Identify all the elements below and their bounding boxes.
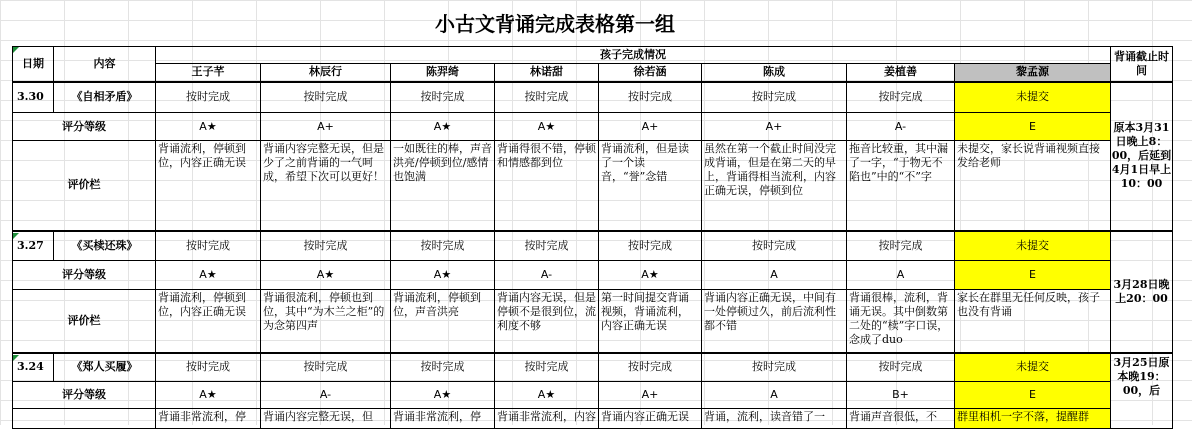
grade-cell: A+ — [261, 113, 391, 141]
header-deadline: 背诵截止时间 — [1111, 47, 1173, 82]
status-cell: 按时完成 — [261, 231, 391, 261]
student-name: 陈成 — [702, 64, 847, 82]
student-name: 林辰行 — [261, 64, 391, 82]
grade-cell: A★ — [261, 261, 391, 290]
status-cell: 按时完成 — [702, 353, 847, 382]
grade-cell: B+ — [847, 382, 955, 409]
comment-cell: 未提交，家长说背诵视频直接发给老师 — [955, 141, 1111, 231]
comment-cell: 背诵非常流利，停 — [391, 409, 495, 429]
grade-cell: A+ — [599, 113, 702, 141]
cell-comment-marker — [13, 47, 19, 53]
status-cell: 按时完成 — [261, 82, 391, 113]
status-cell: 按时完成 — [847, 231, 955, 261]
comment-cell: 背诵流利，停顿到位，内容正确无误 — [156, 141, 261, 231]
grade-cell: A★ — [495, 382, 599, 409]
status-cell: 按时完成 — [847, 82, 955, 113]
status-cell-not-submitted: 未提交 — [955, 353, 1111, 382]
status-cell-not-submitted: 未提交 — [955, 82, 1111, 113]
status-cell: 按时完成 — [495, 231, 599, 261]
status-cell: 按时完成 — [156, 82, 261, 113]
cell-comment-marker — [13, 355, 19, 361]
comment-label — [13, 409, 156, 429]
comment-cell: 第一时间提交背诵视频，背诵流利，内容正确无误 — [599, 290, 702, 353]
comment-cell: 背诵非常流利，停 — [156, 409, 261, 429]
cell-comment-marker — [13, 233, 19, 239]
comment-cell: 背诵流利，停顿到位，声音洪亮 — [391, 290, 495, 353]
status-cell: 按时完成 — [261, 353, 391, 382]
comment-cell: 背诵很棒，流利，背诵无误。其中倒数第二处的“椟”字口误，念成了duo — [847, 290, 955, 353]
deadline-cell: 3月25日原本晚19：00，后 — [1111, 353, 1173, 429]
status-cell: 按时完成 — [599, 231, 702, 261]
comment-cell: 背诵内容正确无误 — [599, 409, 702, 429]
status-cell: 按时完成 — [702, 231, 847, 261]
grade-cell: A- — [847, 113, 955, 141]
row-date: 3.27 — [13, 231, 54, 261]
grade-cell: A — [847, 261, 955, 290]
comment-cell: 背诵内容完整无误，但是少了之前背诵的一气呵成，希望下次可以更好！ — [261, 141, 391, 231]
row-date: 3.24 — [13, 353, 54, 382]
student-name: 陈羿绮 — [391, 64, 495, 82]
comment-cell: 背诵得很不错，停顿和情感都到位 — [495, 141, 599, 231]
sheet-title: 小古文背诵完成表格第一组 — [435, 12, 675, 36]
grade-cell-highlighted: E — [955, 113, 1111, 141]
grade-cell: A★ — [391, 113, 495, 141]
status-cell: 按时完成 — [391, 82, 495, 113]
deadline-cell: 原本3月31日晚上8：00，后延到4月1日早上10：00 — [1111, 82, 1173, 231]
completion-table — [12, 46, 1173, 429]
deadline-cell: 3月28日晚上20：00 — [1111, 231, 1173, 353]
status-cell: 按时完成 — [391, 353, 495, 382]
status-cell: 按时完成 — [495, 82, 599, 113]
comment-label: 评价栏 — [13, 290, 156, 353]
comment-cell: 背诵内容完整无误，但 — [261, 409, 391, 429]
comment-cell: 背诵非常流利，内容 — [495, 409, 599, 429]
grade-cell: A+ — [599, 382, 702, 409]
comment-cell: 虽然在第一个截止时间没完成背诵，但是在第二天的早上，背诵得相当流利，内容正确无误，停顿到位 — [702, 141, 847, 231]
student-name: 姜植善 — [847, 64, 955, 82]
grade-cell: A★ — [391, 382, 495, 409]
student-name: 王子芊 — [156, 64, 261, 82]
grade-cell-highlighted: E — [955, 382, 1111, 409]
comment-cell: 家长在群里无任何反映，孩子也没有背诵 — [955, 290, 1111, 353]
comment-cell: 背诵流利，但是读了一个读音，“誉”念错 — [599, 141, 702, 231]
lesson-title: 《郑人买履》 — [54, 353, 156, 382]
status-cell: 按时完成 — [702, 82, 847, 113]
status-cell: 按时完成 — [599, 353, 702, 382]
comment-cell: 背诵内容无误，但是停顿不是很到位，流利度不够 — [495, 290, 599, 353]
comment-label: 评价栏 — [13, 141, 156, 231]
lesson-title: 《自相矛盾》 — [54, 82, 156, 113]
comment-cell: 一如既往的棒，声音洪亮/停顿到位/感情也饱满 — [391, 141, 495, 231]
comment-cell: 背诵，流利，读音错了一 — [702, 409, 847, 429]
header-content: 内容 — [54, 47, 156, 82]
comment-cell-highlighted: 群里相机一字不落，提醒群 — [955, 409, 1111, 429]
grade-cell: A- — [261, 382, 391, 409]
grade-cell: A★ — [599, 261, 702, 290]
grade-cell: A+ — [702, 113, 847, 141]
grade-cell: A- — [495, 261, 599, 290]
grade-cell: A★ — [156, 382, 261, 409]
grade-cell: A★ — [495, 113, 599, 141]
student-name: 徐若涵 — [599, 64, 702, 82]
comment-cell: 拖音比较重，其中漏了一字，“于物无不陷也”中的“不”字 — [847, 141, 955, 231]
status-cell: 按时完成 — [156, 353, 261, 382]
grade-cell: A★ — [156, 113, 261, 141]
status-cell-not-submitted: 未提交 — [955, 231, 1111, 261]
grade-cell: A★ — [156, 261, 261, 290]
row-date: 3.30 — [13, 82, 54, 113]
status-cell: 按时完成 — [599, 82, 702, 113]
comment-cell: 背诵很流利，停顿也到位，其中“为木兰之柜”的为念第四声 — [261, 290, 391, 353]
grade-label: 评分等级 — [13, 382, 156, 409]
grade-cell: A★ — [391, 261, 495, 290]
grade-cell-highlighted: E — [955, 261, 1111, 290]
grade-label: 评分等级 — [13, 113, 156, 141]
grade-label: 评分等级 — [13, 261, 156, 290]
header-date: 日期 — [13, 47, 54, 82]
comment-cell: 背诵内容正确无误，中间有一处停顿过久，前后流利性都不错 — [702, 290, 847, 353]
comment-cell: 背诵流利，停顿到位，内容正确无误 — [156, 290, 261, 353]
header-children-progress: 孩子完成情况 — [156, 47, 1111, 64]
lesson-title: 《买椟还珠》 — [54, 231, 156, 261]
status-cell: 按时完成 — [391, 231, 495, 261]
grade-cell: A — [702, 382, 847, 409]
status-cell: 按时完成 — [847, 353, 955, 382]
student-name: 林诺甜 — [495, 64, 599, 82]
grade-cell: A — [702, 261, 847, 290]
student-name-highlighted: 黎孟源 — [955, 64, 1111, 82]
status-cell: 按时完成 — [495, 353, 599, 382]
comment-cell: 背诵声音很低，不 — [847, 409, 955, 429]
status-cell: 按时完成 — [156, 231, 261, 261]
